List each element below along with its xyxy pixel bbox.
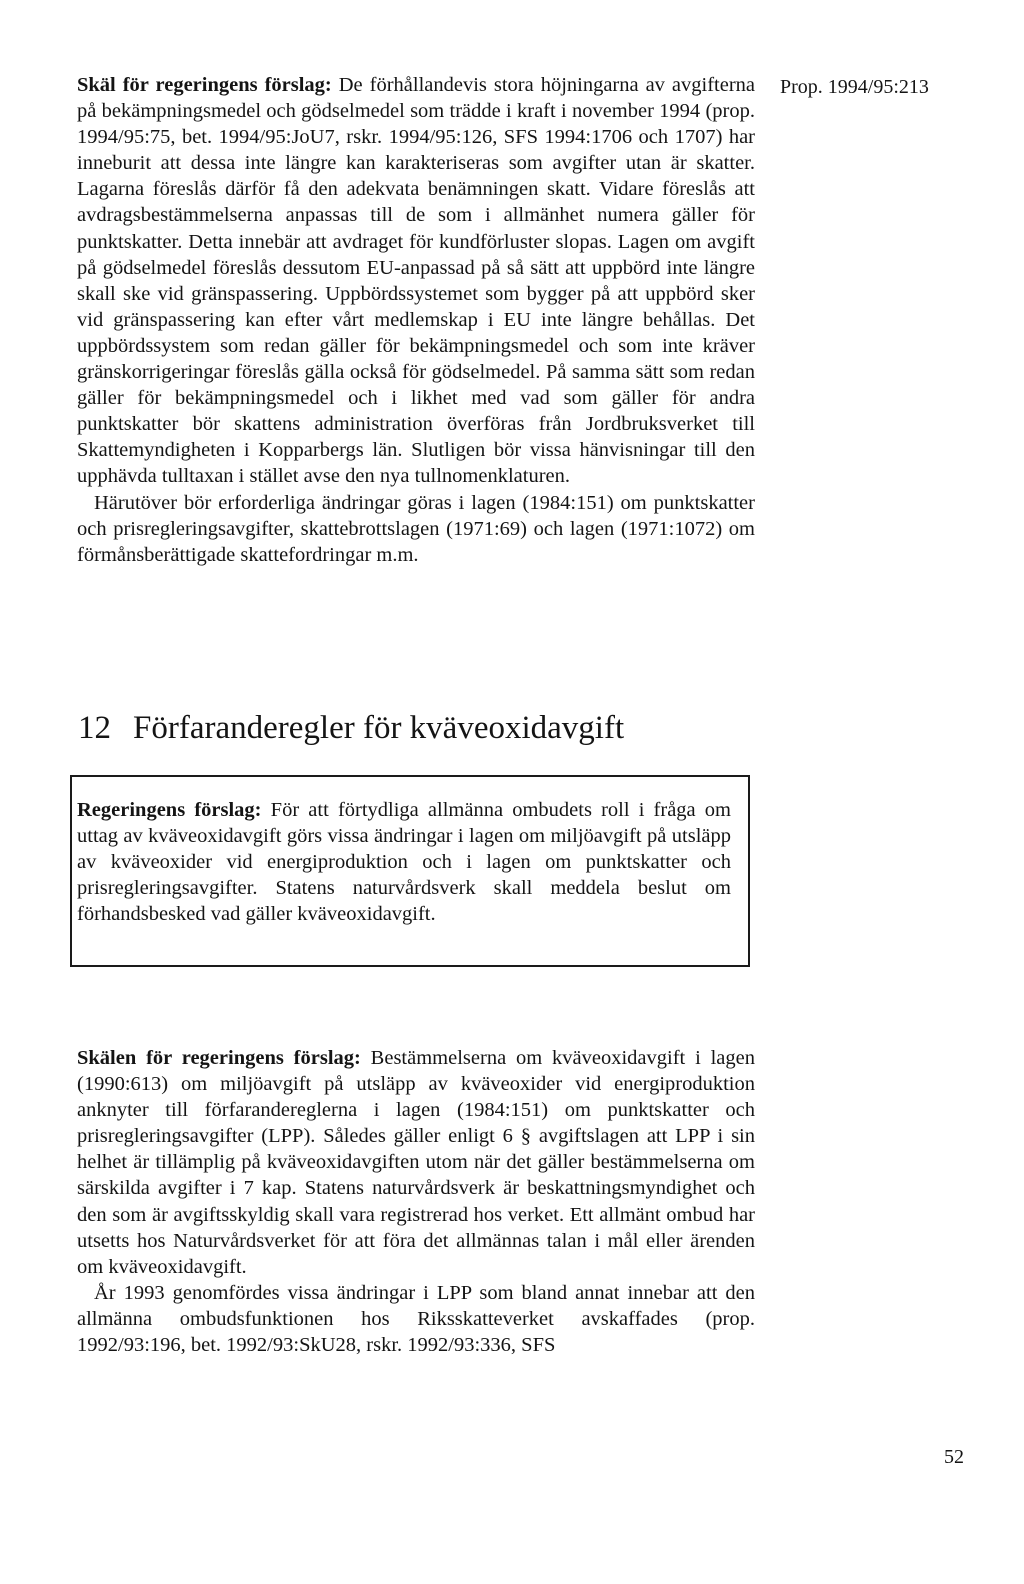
section-title: Förfaranderegler för kväveoxidavgift — [133, 710, 625, 746]
section-heading — [78, 706, 624, 750]
reasons-paragraph-1-text: De förhållandevis stora höjningarna av avgifterna på bekämpningsmedel och gödselmedel som trädde i kraft i november 1994 (prop. 1994/95:75, bet. 1994/95:JoU7, rskr. 1994/95:126, SFS 1994:1706 och 1707) har inneburit att dessa inte längre kan karakteriseras som avgifter utan är skatter. Lagarna föreslås därför få den adekvata benämningen skatt. Vidare föreslås att avdragsbestämmelserna anpassas till de som i allmänhet numera gäller för punktskatter. Detta innebär att avdraget för kundförluster slopas. Lagen om avgift på gödselmedel föreslås dessutom EU-anpassad på så sätt att uppbörd inte längre skall ske vid gränspassering. Uppbördssystemet som bygger på att uppbörd sker vid gränspassering kan efter vårt medlemskap i EU inte längre behållas. Det uppbördssystem som redan gäller för bekämpningsmedel och som inte kräver gränskorrigeringar föreslås gälla också för gödselmedel. På samma sätt som redan gäller för bekämpningsmedel och i likhet med vad som gäller för andra punktskatter bör skattens administration överföras från Jordbruksverket till Skattemyndigheten i Kopparbergs län. Slutligen bör vissa hänvisningar till den upphävda tulltaxan i stället avse den nya tullnomenklaturen. — [77, 74, 756, 488]
proposal-lead: Regeringens förslag: — [77, 799, 262, 821]
reasons-lead: Skäl för regeringens förslag: — [77, 74, 332, 96]
grounds-paragraph-1-text: Bestämmelserna om kväveoxidavgift i lagen (1990:613) om miljöavgift på utsläpp av kväveoxider vid energiproduktion anknyter till förfarandereglerna i lagen (1984:151) om punktskatter och prisregleringsavgifter (LPP). Således gäller enligt 6 § avgiftslagen att LPP i sin helhet är tillämplig på kväveoxidavgiften utom när det gäller bestämmelserna om särskilda avgifter i 7 kap. Statens naturvårdsverk är beskattningsmyndighet och den som är avgiftsskyldig skall vara registrerad hos verket. Ett allmänt ombud har utsetts hos Naturvårdsverket för att föra det allmännas talan i mål eller ärenden om kväveoxidavgift. — [77, 1047, 755, 1278]
reasons-paragraph-2: Härutöver bör erforderliga ändringar göras i lagen (1984:151) om punktskatter och prisregleringsavgifter, skattebrottslagen (1971:69) och lagen (1971:1072) om förmånsberättigade skattefordringar m.m. — [77, 491, 755, 566]
page-number: 52 — [944, 1446, 964, 1468]
proposal-text — [77, 797, 731, 927]
reasons-section — [77, 72, 755, 568]
section-number: 12 — [78, 710, 111, 746]
grounds-paragraph-1 — [77, 1045, 755, 1280]
reasons-paragraph-1 — [77, 72, 755, 490]
grounds-section — [77, 1045, 755, 1358]
grounds-lead: Skälen för regeringens förslag: — [77, 1047, 361, 1069]
proposition-reference: Prop. 1994/95:213 — [780, 76, 929, 98]
proposal-body: För att förtydliga allmänna ombudets roll i fråga om uttag av kväveoxidavgift görs vissa ändringar i lagen om miljöavgift på utsläpp av kväveoxider vid energiproduktion och i lagen om punktskatter och prisregleringsavgifter. Statens naturvårdsverk skall meddela beslut om förhandsbesked vad gäller kväveoxidavgift. — [77, 799, 731, 926]
grounds-paragraph-2: År 1993 genomfördes vissa ändringar i LPP som bland annat innebar att den allmänna ombudsfunktionen hos Riksskatteverket avskaffades (prop. 1992/93:196, bet. 1992/93:SkU28, rskr. 1992/93:336, SFS — [77, 1281, 755, 1357]
